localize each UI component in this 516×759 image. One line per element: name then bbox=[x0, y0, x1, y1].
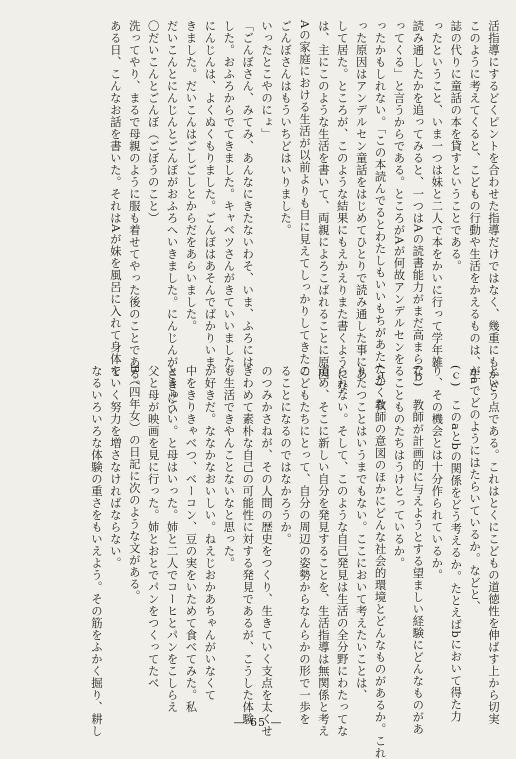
lower-text-block: という点である。これはとくにこどもの道徳性を伸ばす上から切実 がaでどのようにはたらいているか。などと、 (ｃ) このaとbの関係をどう考えるか。たとえばbにおいて得た力 り、その機会とは十分作られているか。 (ｂ) 教師が計画的に与えようとする望ましい経験にどんなものがあ ることものたちはうけとっているか。 (ａ) 教師の意図のほかにどんな社会的環境とどんなものがあるか。これ りたつことはいうまでもない。ここにおいて考えたいことは、 られない。そして、このような自己発見は生活の全分野にわたってな 道め、そこに新しい自分を発見することを、生活指導は無関係と考え こどもたちにとって、自分の周辺の姿勢からなんらかの形で一歩を ることになるのではなかろうか。 のつみかさねが、その人間の歴史をつくり、生きていく支点を太くせ きわめて素朴な自己の可能性に対する発見であるが、こうした体験 も生活できやんことないなと思った。 が好きだ。ななかなおいしい。ねえじおかあちゃんがいなくて 中をきりきゃべつ、ベーコン、豆の実をいためて食べてみた。私 ときゅうい。と母はいった。姉と二人でコーヒとパンをこしらえ 父と母が映画を見に行った。姉とおとでパンをつくってたべ B（四年女）の日記に次のような文がある。 ていく努力を増さなければならない。 なるいろいろな体験の重さをもいえよう。その筋をふかく掘り、耕し bbox=[89, 365, 501, 759]
page-number: — 65 — bbox=[233, 716, 283, 729]
upper-text-block: 活指導にするどくピントを合わせた指導だけではなく、幾重にもかさ このように考えてくると、こどもの行動や生活をかえるものは、生 誌の代りに童話の本を貸すということである。 ったということ、いま一つは妹と二人で本をかいに行って学年雑 読み通したかを追ってみると、一つはAの読書能力がまだ高まらな ってくる」と言うからである。ところがAが何故アンデルセンを ったかもしれない。「この本読んでるとわたしもいいもちがあたたかくな った原因はアンデルセン童話をはじめてひとりで読み通した事にあ して居た。ところが、このような結果にもえかえりまた書くようにな は、主にこのような生活を書いて、両親によろこばれることに原因 Aの家庭における生活が以前よりも目に見えてしっかりしてきたの ごんぼさんはもういちどはいりました。 いったとこやのにょ」 「ごんぼさん、みてみ、あんなにきたないわそ、いま、ふろには した。おふろからでてきました。キャベツさんがきていいました。 にんじんは、よくぬくもりました。ごんぼはあそんでばかりいま きました。だいこんはごしごしとからだをあらいました。 だいこんとにんじんとごんぼがおふろへいきました。にんじんがさきにい 〇だいこんとごんぼ（ごぼうのこと） 洗ってやり、まるで母親のように服も着せてやった後のことである。 ある日、こんなお話を書いた。それはAが妹を風呂に入れて身体を bbox=[108, 20, 501, 416]
